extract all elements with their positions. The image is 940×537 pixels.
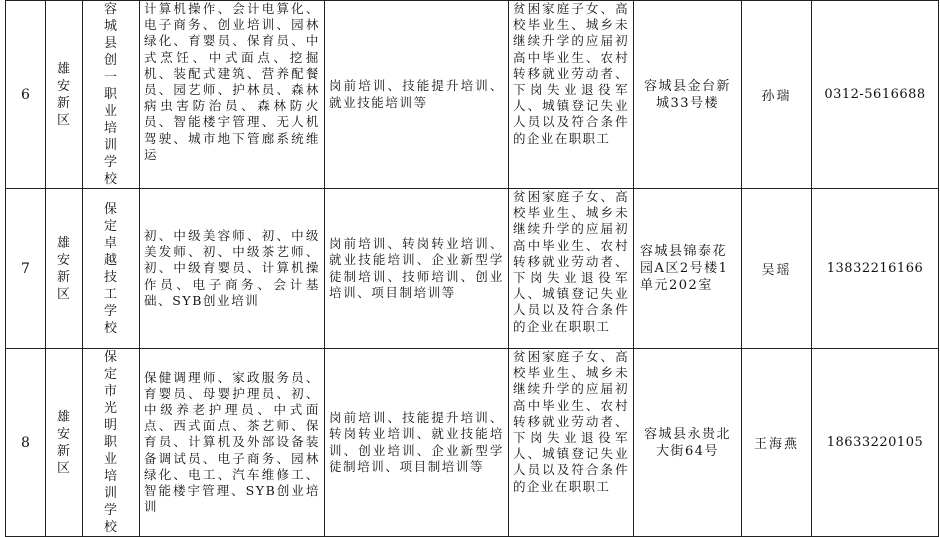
phone-cell: 13832216166 xyxy=(812,189,939,349)
training-types-cell: 岗前培训、技能提升培训、转岗转业培训、就业技能培训、创业培训、企业新型学徒制培训、项目制培训等 xyxy=(325,349,509,537)
table-row xyxy=(6,349,939,537)
row-number: 8 xyxy=(6,349,46,537)
address-cell: 容城县金台新城33号楼 xyxy=(634,1,742,189)
contact-person-cell: 王海燕 xyxy=(742,349,812,537)
table-row xyxy=(6,1,939,189)
address-cell: 容城县永贵北大街64号 xyxy=(634,349,742,537)
target-groups-cell: 贫困家庭子女、高校毕业生、城乡未继续升学的应届初高中毕业生、农村转移就业劳动者、下岗失业退役军人、城镇登记失业人员以及符合条件的企业在职职工 xyxy=(509,1,634,189)
phone-cell: 0312-5616688 xyxy=(812,1,939,189)
contact-person-cell: 吴瑶 xyxy=(742,189,812,349)
school-name-cell: 保定卓越技工学校 xyxy=(103,201,118,336)
table-row xyxy=(6,189,939,349)
address-cell: 容城县锦泰花园A区2号楼1单元202室 xyxy=(634,189,742,349)
region-cell: 雄安新区 xyxy=(56,235,71,302)
school-name-cell: 容城县创一职业培训学校 xyxy=(103,2,118,187)
school-name-cell: 保定市光明职业培训学校 xyxy=(103,350,118,535)
training-types-cell: 岗前培训、技能提升培训、就业技能培训等 xyxy=(325,1,509,189)
row-number: 7 xyxy=(6,189,46,349)
contact-person-cell: 孙瑞 xyxy=(742,1,812,189)
target-groups-cell: 贫困家庭子女、高校毕业生、城乡未继续升学的应届初高中毕业生、农村转移就业劳动者、下岗失业退役军人、城镇登记失业人员以及符合条件的企业在职职工 xyxy=(509,349,634,537)
region-cell: 雄安新区 xyxy=(56,61,71,128)
region-cell: 雄安新区 xyxy=(56,409,71,476)
target-groups-cell: 贫困家庭子女、高校毕业生、城乡未继续升学的应届初高中毕业生、农村转移就业劳动者、下岗失业退役军人、城镇登记失业人员以及符合条件的企业在职职工 xyxy=(509,189,634,349)
training-institutions-table xyxy=(5,0,939,537)
row-number: 6 xyxy=(6,1,46,189)
programs-cell: 保健调理师、家政服务员、育婴员、母婴护理员、初、中级养老护理员、中式面点、西式面点、茶艺师、保育员、计算机及外部设备装备调试员、电子商务、园林绿化、电工、汽车维修工、智能楼宇管理、SYB创业培训 xyxy=(140,349,325,537)
programs-cell: 初、中级美容师、初、中级美发师、初、中级茶艺师、初、中级育婴员、计算机操作员、电子商务、会计基础、SYB创业培训 xyxy=(140,189,325,349)
programs-cell: 计算机操作、会计电算化、电子商务、创业培训、园林绿化、育婴员、保育员、中式烹饪、中式面点、挖掘机、装配式建筑、营养配餐员、园艺师、护林员、森林病虫害防治员、森林防火员、智能楼宇管理、无人机驾驶、城市地下管廊系统维运 xyxy=(140,1,325,189)
training-types-cell: 岗前培训、转岗转业培训、就业技能培训、企业新型学徒制培训、技师培训、创业培训、项目制培训等 xyxy=(325,189,509,349)
phone-cell: 18633220105 xyxy=(812,349,939,537)
